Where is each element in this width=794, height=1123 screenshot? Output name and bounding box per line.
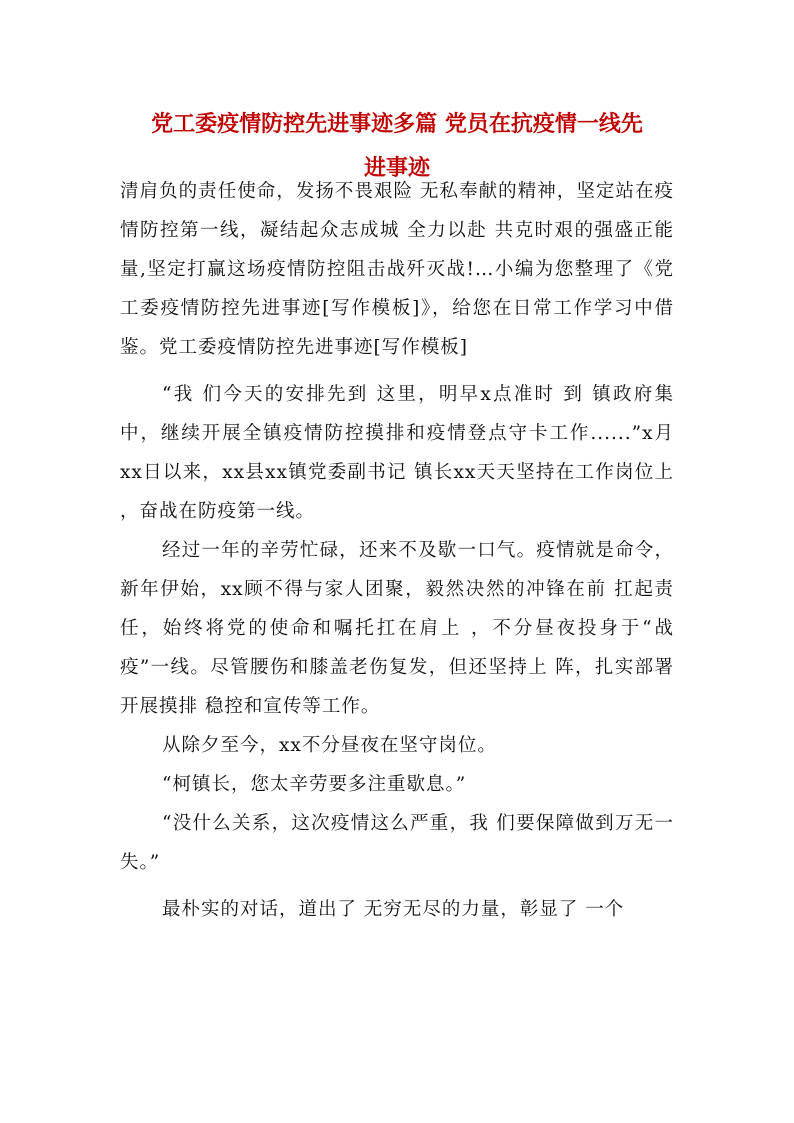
paragraph-closing: 最朴实的对话，道出了 无穷无尽的力量，彰显了 一个 (162, 899, 625, 920)
paragraph-hard-work: 经过一年的辛劳忙碌，还来不及歇一口气。疫情就是命令，新年伊始，xx顾不得与家人团聚，毅然决然的冲锋在前 扛起责任，始终将党的使命和嘱托扛在肩上 ，不分昼夜投身于“战疫”一线。尽管腰伤和膝盖老伤复发，但还坚持上 阵，扎实部署开展摸排 稳控和宣传等工作。 (120, 540, 674, 717)
paragraph-dialogue-1: “柯镇长，您太辛劳要多注重歇息。” (162, 774, 467, 795)
title-line-1: 党工委疫情防控先进事迹多篇 党员在抗疫情一线先 (151, 111, 643, 137)
title-line-2: 进事迹 (363, 155, 430, 181)
paragraph-since-new-year: 从除夕至今，xx不分昼夜在坚守岗位。 (162, 735, 497, 756)
document-body (120, 172, 674, 929)
paragraph-intro: 清肩负的责任使命，发扬不畏艰险 无私奉献的精神，坚定站在疫情防控第一线，凝结起众志成城 全力以赴 共克时艰的强盛正能量,坚定打赢这场疫情防控阻击战歼灭战!…小编为您整理了《党工委疫情防控先进事迹[写作模板]》，给您在日常工作学习中借鉴。党工委疫情防控先进事迹[写作模板] (120, 181, 674, 358)
paragraph-dialogue-2: “没什么关系，这次疫情这么严重，我 们要保障做到万无一失。” (120, 813, 674, 873)
paragraph-quote-schedule: “我 们今天的安排先到 这里，明早x点准时 到 镇政府集中，继续开展全镇疫情防控摸排和疫情登点守卡工作......”x月xx日以来，xx县xx镇党委副书记 镇长xx天天坚持在工作岗位上 ，奋战在防疫第一线。 (120, 384, 674, 522)
